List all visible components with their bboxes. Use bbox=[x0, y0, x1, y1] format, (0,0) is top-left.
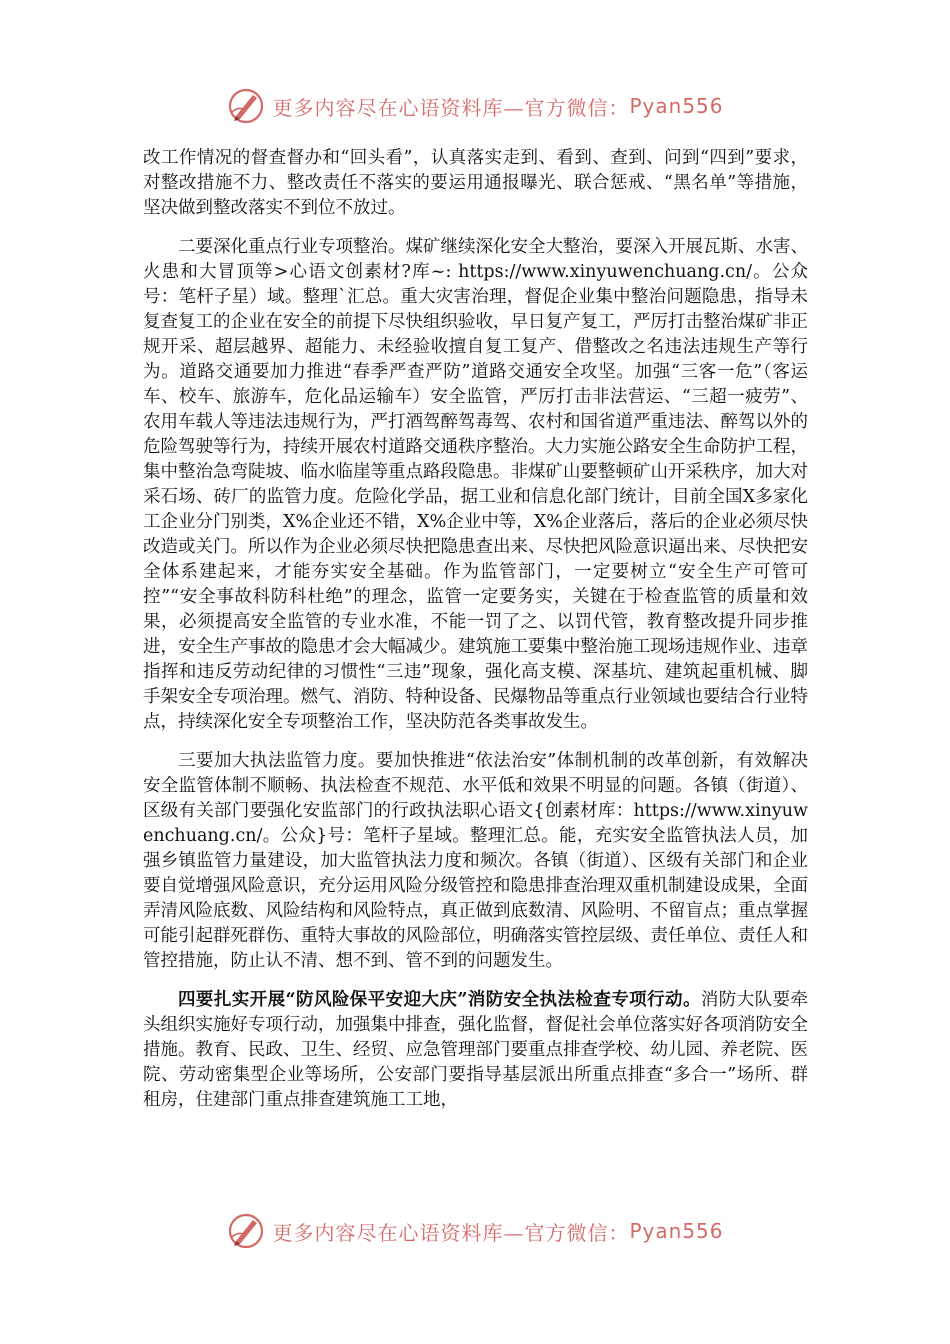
pen-logo-icon bbox=[226, 1211, 266, 1251]
footer-banner-wechat: Pyan556 bbox=[629, 1219, 724, 1243]
paragraph bbox=[143, 235, 808, 735]
paragraph-text: 改工作情况的督查督办和“回头看”，认真落实走到、看到、查到、问到“四到”要求，对整改措施不力、整改责任不落实的要运用通报曝光、联合惩戒、“黑名单”等措施，坚决做到整改落实不到位不放过。 bbox=[143, 148, 808, 218]
paragraph bbox=[143, 146, 808, 221]
header-banner-wechat: Pyan556 bbox=[629, 94, 724, 118]
paragraph bbox=[143, 988, 808, 1113]
footer-banner-text: 更多内容尽在心语资料库—官方微信： bbox=[272, 1220, 630, 1245]
paragraph bbox=[143, 749, 808, 974]
header-banner bbox=[0, 83, 950, 129]
pen-logo-icon bbox=[226, 86, 266, 126]
paragraph-lead: 四要扎实开展“防风险保平安迎大庆”消防安全执法检查专项行动。 bbox=[178, 990, 701, 1010]
document-body bbox=[143, 146, 808, 1127]
header-banner-text: 更多内容尽在心语资料库—官方微信： bbox=[272, 95, 630, 120]
paragraph-text: 消防大队要牵头组织实施好专项行动，加强集中排查，强化监督，督促社会单位落实好各项消防安全措施。教育、民政、卫生、经贸、应急管理部门要重点排查学校、幼儿园、养老院、医院、劳动密集型企业等场所，公安部门要指导基层派出所重点排查“多合一”场所、群租房，住建部门重点排查建筑施工工地， bbox=[143, 990, 808, 1110]
paragraph-text: 二要深化重点行业专项整治。煤矿继续深化安全大整治，要深入开展瓦斯、水害、火患和大冒顶等>心语文创素材?库~: https://www.xinyuwenchuang.cn/。公众号：笔杆子星）域。整理`汇总。重大灾害治理，督促企业集中整治问题隐患，指导未复查复工的企业在安全的前提下尽快组织验收，早日复产复工，严厉打击整治煤矿非正规开采、超层越界、超能力、未经验收擅自复工复产、借整改之名违法违规生产等行为。道路交通要加力推进“春季严查严防”道路交通安全攻坚。加强“三客一危”（客运车、校车、旅游车，危化品运输车）安全监管，严厉打击非法营运、“三超一疲劳”、农用车载人等违法违规行为，严打酒驾醉驾毒驾、农村和国省道严重违法、醉驾以外的危险驾驶等行为，持续开展农村道路交通秩序整治。大力实施公路安全生命防护工程，集中整治急弯陡坡、临水临崖等重点路段隐患。非煤矿山要整顿矿山开采秩序，加大对采石场、砖厂的监管力度。危险化学品，据工业和信息化部门统计，目前全国X多家化工企业分门别类，X%企业还不错，X%企业中等，X%企业落后，落后的企业必须尽快改造或关门。所以作为企业必须尽快把隐患查出来、尽快把风险意识逼出来、尽快把安全体系建起来，才能夯实安全基础。作为监管部门，一定要树立“安全生产可管可控”“安全事故科防科杜绝”的理念，监管一定要务实，关键在于检查监管的质量和效果，必须提高安全监管的专业水准，不能一罚了之、以罚代管，教育整改提升同步推进，安全生产事故的隐患才会大幅减少。建筑施工要集中整治施工现场违规作业、违章指挥和违反劳动纪律的习惯性“三违”现象，强化高支模、深基坑、建筑起重机械、脚手架安全专项治理。燃气、消防、特种设备、民爆物品等重点行业领域也要结合行业特点，持续深化安全专项整治工作，坚决防范各类事故发生。 bbox=[143, 237, 808, 732]
footer-banner bbox=[0, 1208, 950, 1254]
paragraph-text: 三要加大执法监管力度。要加快推进“依法治安”体制机制的改革创新，有效解决安全监管体制不顺畅、执法检查不规范、水平低和效果不明显的问题。各镇（街道）、区级有关部门要强化安监部门的行政执法职心语文{创素材库：https://www.xinyuwenchuang.cn/。公众}号：笔杆子星域。整理汇总。能，充实安全监管执法人员，加强乡镇监管力量建设，加大监管执法力度和频次。各镇（街道）、区级有关部门和企业要自觉增强风险意识，充分运用风险分级管控和隐患排查治理双重机制建设成果，全面弄清风险底数、风险结构和风险特点，真正做到底数清、风险明、不留盲点；重点掌握可能引起群死群伤、重特大事故的风险部位，明确落实管控层级、责任单位、责任人和管控措施，防止认不清、想不到、管不到的问题发生。 bbox=[143, 751, 808, 971]
